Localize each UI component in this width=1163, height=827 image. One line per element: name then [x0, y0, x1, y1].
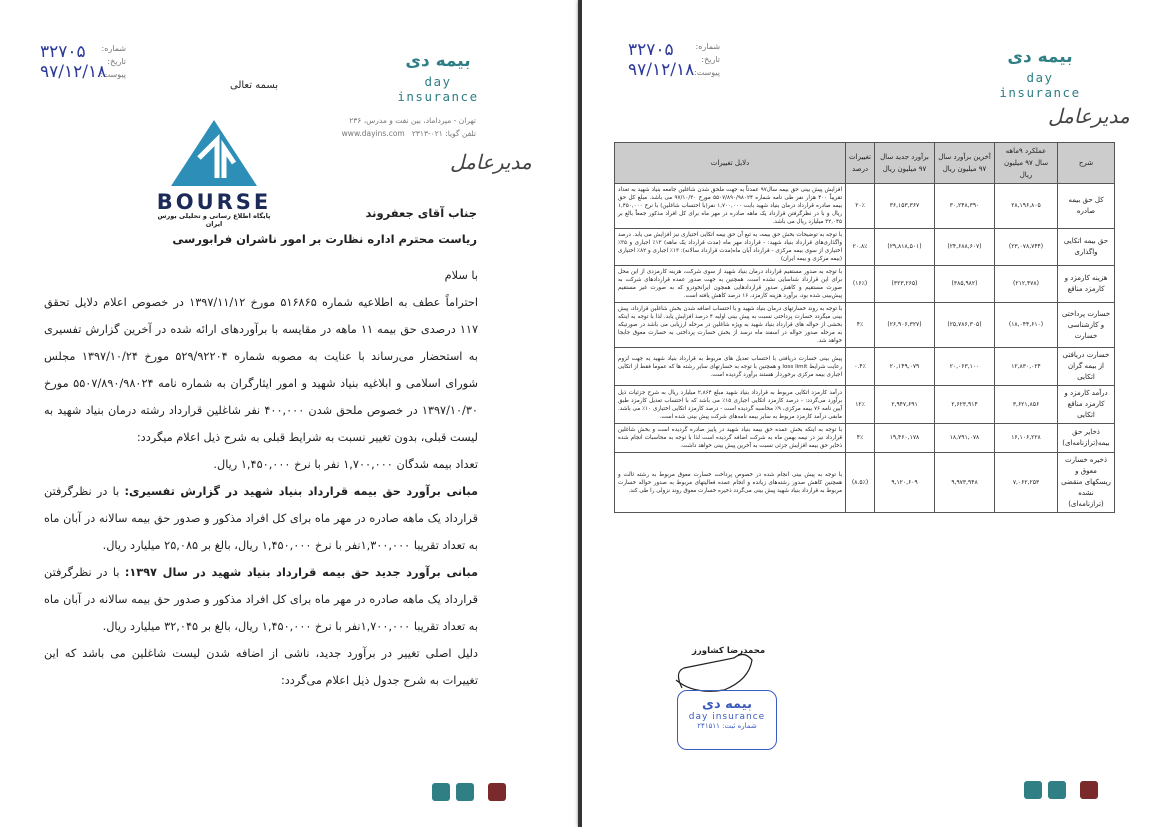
row-new-estimate: (۲۶,۹۰۶,۳۲۷)	[875, 303, 935, 348]
paragraph-4-heading: مبانی برآورد جدید حق بیمه قرارداد بنیاد شهید در سال ۱۳۹۷:	[124, 566, 478, 579]
handwritten-number-date	[40, 42, 106, 82]
paragraph-3: با در نظرگرفتن قرارداد یک ماهه صادره در مهر ماه برای کل افراد مذکور و صدور حق بیمه سالانه در آبان ماه به تعداد تقریبا ۱,۳۰۰,۰۰۰نفر با نرخ ۱,۴۵۰,۰۰۰ ریال، بالغ بر ۲۵,۰۸۵ میلیارد ریال.	[44, 485, 478, 552]
attachment-label: پیوست:	[694, 68, 721, 77]
row-desc: هزینه کارمزد و کارمزد منافع	[1058, 266, 1115, 303]
footer-square-teal	[456, 783, 474, 801]
table-row	[615, 229, 1115, 266]
row-new-estimate: (۳۲۳,۲۶۵)	[875, 266, 935, 303]
signatory-name: محمدرضا کشاورز	[692, 646, 766, 656]
row-change: (۱۶٪)	[846, 266, 875, 303]
addressee: جناب آقای جعفروند	[365, 206, 477, 220]
row-new-estimate: ۳۶,۱۵۳,۳۶۷	[875, 184, 935, 229]
paragraph-3-heading: مبانی برآورد حق بیمه قرارداد بنیاد شهید در گزارش تفسیری:	[124, 485, 479, 498]
logo-fa-text: بیمه دی	[1007, 47, 1073, 67]
paragraph-5: دلیل اصلی تغییر در برآورد جدید، ناشی از اضافه شدن لیست شاغلین می باشد که این تغییرات به شرح جدول ذیل اعلام می‌گردد:	[44, 647, 478, 687]
attachment-label: پیوست:	[100, 70, 127, 79]
row-desc: ذخایر حق بیمه(ترازنامه‌ای)	[1058, 424, 1115, 453]
footer-square-teal	[1048, 781, 1066, 799]
ceo-title: مدیرعامل	[450, 150, 532, 174]
header-performance: عملکرد ۹ماهه سال ۹۷ میلیون ریال	[995, 143, 1058, 184]
bourse-watermark	[150, 118, 278, 228]
footer-square-red	[488, 783, 506, 801]
row-last-estimate: ۲۰,۰۶۳,۱۰۰	[935, 348, 995, 386]
row-last-estimate: (۳۸۵,۹۸۲)	[935, 266, 995, 303]
table-row	[615, 386, 1115, 424]
table-row	[615, 303, 1115, 348]
row-performance: ۱۲,۸۳۰,۰۲۴	[995, 348, 1058, 386]
row-reasons: پیش بینی خسارت دریافتی با احتساب تعدیل های مربوط به قرارداد بنیاد شهید به جهت لزوم رعایت شرایط loss limit و همچنین با توجه به خسارتهای سایر رشته ها که عموما فقط از اتکایی اجباری بیمه مرکزی برخوردار هستند برآورد گردیده است.	[615, 348, 846, 386]
day-insurance-logo	[990, 44, 1090, 100]
row-reasons: با توجه به اینکه بخش عمده حق بیمه بنیاد شهید در پاییز صادره گردیده است و بخش شاغلین قرارداد نیز در نیمه بهمن ماه به شرکت اضافه گردیده است لذا با توجه به محاسبات انجام شده ذخایر حق بیمه افزایش جزئی نسبت به آخرین پیش بینی خواهد داشت.	[615, 424, 846, 453]
row-desc: درآمد کارمزد و کارمزد منافع اتکایی	[1058, 386, 1115, 424]
letter-page-1	[0, 0, 578, 827]
row-performance: ۲۸,۱۹۶,۸۰۵	[995, 184, 1058, 229]
stamp-logo-fa: بیمه دی	[702, 697, 752, 712]
greeting: با سلام	[444, 269, 478, 282]
row-reasons: با توجه به پیش بینی انجام شده در خصوص پرداخت خسارت معوق مربوط به رشته ثالث و همچنین کاهش صدور رشته‌های زیانده و انجام عمده فعالیتهای مربوط به صدور حواله خسارت مربوط به قرارداد بنیاد شهید پیش بینی می‌گردد ذخیره خسارت معوق روند نزولی را طی کند.	[615, 453, 846, 513]
number-label: شماره:	[695, 42, 721, 51]
day-insurance-logo	[388, 48, 488, 104]
row-performance: (۱۸,۰۴۴,۶۱۰)	[995, 303, 1058, 348]
table-row	[615, 453, 1115, 513]
row-last-estimate: (۲۵,۷۸۶,۳۰۵)	[935, 303, 995, 348]
company-stamp	[677, 690, 777, 750]
header-last-estimate: آخرین برآورد سال ۹۷ میلیون ریال	[935, 143, 995, 184]
header-desc: شرح	[1058, 143, 1115, 184]
row-last-estimate: ۳۰,۲۴۸,۳۹۰	[935, 184, 995, 229]
row-desc: خسارت پرداختی و کارشناسی خسارت	[1058, 303, 1115, 348]
date-value: ۹۷/۱۲/۱۸	[628, 60, 695, 80]
row-last-estimate: ۱۸,۷۹۱,۰۷۸	[935, 424, 995, 453]
bismillah: بسمه تعالی	[230, 80, 279, 91]
handwritten-number-date	[628, 40, 694, 80]
row-reasons: درآمد کارمزد اتکایی مربوط به قرارداد بنیاد شهید مبلغ ۲,۸۶۴ میلیارد ریال به شرح جزئیات ذیل برآورد می‌گردد: - درصد کارمزد اتکایی اجباری ۱۵٪ می باشد که با احتساب تعدیل کارمزد طبق آیین نامه ۷۶ بیمه مرکزی، ۹٪ محاسبه گردیده است - درصد کارمزد اتکایی اختیاری ۱۰٪ می باشد. مابقی درآمد کارمزد مربوط به سایر بیمه نامه‌های شرکت پیش بینی شده است.	[615, 386, 846, 424]
row-reasons: با توجه به صدور مستقیم قرارداد درمان بنیاد شهید از سوی شرکت، هزینه کارمزدی از این محل برای این قرارداد شناسایی نشده است. همچنین به جهت صدور عمده قراردادهای شرکت به صورت مستقیم و کاهش صدور قراردادهایی همچون ایرانخودرو که به صورت غیر مستقیم پیش‌بینی شده بود، برآورد هزینه کارمزد، ۱۶ درصد کاهش یافته است.	[615, 266, 846, 303]
header-change: تغییرات درصد	[846, 143, 875, 184]
addressee-title: ریاست محترم اداره نظارت بر امور ناشران فرابورسی	[172, 232, 477, 246]
stamp-registration: شماره ثبت: ۲۴۱۵۱۱	[697, 722, 757, 730]
row-last-estimate: ۲,۶۲۳,۹۱۴	[935, 386, 995, 424]
row-performance: (۲۳,۰۷۸,۷۴۴)	[995, 229, 1058, 266]
row-desc: خسارت دریافتی از بیمه گران اتکایی	[1058, 348, 1115, 386]
row-reasons: با توجه به توضیحات بخش حق بیمه، به تبع آن حق بیمه اتکایی اختیاری نیز افزایش می یابد. درصد واگذاری‌های قرارداد بنیاد شهید: - قرارداد مهر ماه (مدت قرارداد یک ماهه) ۱۳٪ اجباری و ۳۵٪ اختیاری از سوی بیمه مرکزی - قرارداد آبان ماه(مدت قرارداد سالانه): ۱۳٪ اجباری و ۸۲٪ اختیاری (بیمه مرکزی و بیمه ایران)	[615, 229, 846, 266]
row-new-estimate: (۲۹,۸۱۸,۵۰۱)	[875, 229, 935, 266]
bourse-brand: BOURSE	[156, 190, 272, 214]
logo-fa-text: بیمه دی	[405, 51, 471, 71]
logo-en-text: day insurance	[999, 70, 1081, 100]
address: تهران - میرداماد، بین نفت و مدرس، ۲۳۶	[349, 116, 476, 125]
estimates-table	[614, 142, 1115, 513]
row-change: ۲۰.۸٪	[846, 229, 875, 266]
row-performance: (۲۱۲,۴۷۸)	[995, 266, 1058, 303]
footer-square-teal	[1024, 781, 1042, 799]
row-performance: ۷,۰۶۲,۲۵۳	[995, 453, 1058, 513]
row-performance: ۳,۶۲۱,۸۵۶	[995, 386, 1058, 424]
ceo-title: مدیرعامل	[1048, 104, 1130, 128]
paragraph-4: با در نظرگرفتن قرارداد یک ماهه صادره در مهر ماه برای کل افراد مذکور و صدور حق بیمه سالانه در آبان ماه به تعداد تقریبا ۱,۷۰۰,۰۰۰نفر با نرخ ۱,۴۵۰,۰۰۰ ریال، بالغ بر ۳۲,۰۴۵ میلیارد ریال.	[44, 566, 478, 633]
website: www.dayins.com	[341, 129, 405, 138]
row-change: ۱۲٪	[846, 386, 875, 424]
bourse-triangle-icon	[169, 118, 259, 188]
row-new-estimate: ۲,۹۴۷,۶۹۱	[875, 386, 935, 424]
logo-en-text: day insurance	[397, 74, 479, 104]
number-value: ۳۲۷۰۵	[628, 40, 674, 60]
phone: تلفن گویا: ۰۲۱-۲۳۱۳	[411, 129, 476, 138]
row-change: ۲۰٪	[846, 184, 875, 229]
letter-page-2	[582, 0, 1163, 827]
number-value: ۳۲۷۰۵	[40, 42, 86, 62]
row-reasons: افزایش پیش بینی حق بیمه سال۹۷ عمدتاً به جهت ملحق شدن شاغلین جامعه بنیاد شهید به تعداد تقریباً ۴۰۰ هزار نفر طی نامه شماره ۵۵۰۷/۸۹۰/۹۸۰۲۴ مورخ ۹۷/۱۰/۳۰ می باشد. مبلغ کل حق بیمه صادره قرارداد درمان بنیاد شهید بابت ۱,۷۰۰,۰۰۰ نفر(با احتساب شاغلین) با نرخ ۱,۴۵۰,۰۰۰ ریال و با در نظرگرفتن قرارداد یک ماهه صادره در مهر ماه برای کل افراد مذکور جمعاً بالغ بر ۳۲,۰۴۵ میلیارد ریال می باشد.	[615, 184, 846, 229]
row-change: (۸.۵٪)	[846, 453, 875, 513]
header-reasons: دلایل تغییرات	[615, 143, 846, 184]
row-desc: ذخیره خسارت معوق و ریسکهای منقضی نشده (ترازنامه‌ای)	[1058, 453, 1115, 513]
table-row	[615, 348, 1115, 386]
letter-meta	[694, 40, 720, 79]
paragraph-2: تعداد بیمه شدگان ۱,۷۰۰,۰۰۰ نفر با نرخ ۱,۴۵۰,۰۰۰ ریال.	[213, 458, 478, 471]
table-row	[615, 424, 1115, 453]
row-change: ۰.۴٪	[846, 348, 875, 386]
footer-square-teal	[432, 783, 450, 801]
date-value: ۹۷/۱۲/۱۸	[40, 62, 107, 82]
stamp-brand: day insurance	[688, 712, 766, 722]
footer-square-red	[1080, 781, 1098, 799]
date-label: تاریخ:	[107, 57, 127, 66]
paragraph-1: احتراماً عطف به اطلاعیه شماره ۵۱۶۸۶۵ مورخ ۱۳۹۷/۱۱/۱۲ در خصوص اعلام دلایل تحقق ۱۱۷ درصدی حق بیمه ۱۱ ماهه در مقایسه با برآوردهای ارائه شده در آخرین گزارش تفسیری به استحضار می‌رساند با عنایت به مصوبه شماره ۵۲۹/۹۲۲۰۴ مورخ ۱۳۹۷/۱۰/۲۴ مجلس شورای اسلامی و ابلاغیه بنیاد شهید و امور ایثارگران به شماره نامه ۵۵۰۷/۸۹۰/۹۸۰۲۴ مورخ ۱۳۹۷/۱۰/۳۰ در خصوص ملحق شدن ۴۰۰,۰۰۰ نفر شاغلین قرارداد رشته درمان بنیاد شهید به لیست قبلی، بدون تغییر نسبت به شرایط قبلی به شرح ذیل اعلام میگردد:	[44, 296, 479, 444]
table-row	[615, 184, 1115, 229]
row-last-estimate: ۹,۹۷۳,۹۴۸	[935, 453, 995, 513]
date-label: تاریخ:	[701, 55, 721, 64]
row-new-estimate: ۱۹,۴۶۰,۱۷۸	[875, 424, 935, 453]
row-reasons: با توجه به روند خسارتهای درمان بنیاد شهید و با احتساب اضافه شدن بخش شاغلین قرارداد، پیش بینی میگردد خسارت پرداختی نسبت به پیش بینی اولیه ۴ درصد افزایش یابد. لذا با توجه به اینکه بخشی از حواله های قرارداد بنیاد شهید به ویژه شاغلین در مرحله ارزیابی می باشد در صورتیکه به مرحله صدور حواله در اسفند ماه نرسد از بخش خسارت پرداختی به خسارت معوق جابجا خواهد شد.	[615, 303, 846, 348]
row-desc: کل حق بیمه صادره	[1058, 184, 1115, 229]
letter-body	[44, 262, 478, 694]
row-desc: حق بیمه اتکایی واگذاری	[1058, 229, 1115, 266]
bourse-tagline: پایگاه اطلاع رسانی و تحلیلی بورس ایران	[157, 212, 271, 228]
row-new-estimate: ۲۰,۱۴۹,۰۷۹	[875, 348, 935, 386]
row-performance: ۱۶,۱۰۶,۲۲۸	[995, 424, 1058, 453]
row-new-estimate: ۹,۱۲۰,۶۰۹	[875, 453, 935, 513]
row-change: ۴٪	[846, 424, 875, 453]
row-change: ۴٪	[846, 303, 875, 348]
header-new-estimate: برآورد جدید سال ۹۷ میلیون ریال	[875, 143, 935, 184]
number-label: شماره:	[101, 44, 127, 53]
table-row	[615, 266, 1115, 303]
row-last-estimate: (۲۴,۶۸۸,۶۰۷)	[935, 229, 995, 266]
